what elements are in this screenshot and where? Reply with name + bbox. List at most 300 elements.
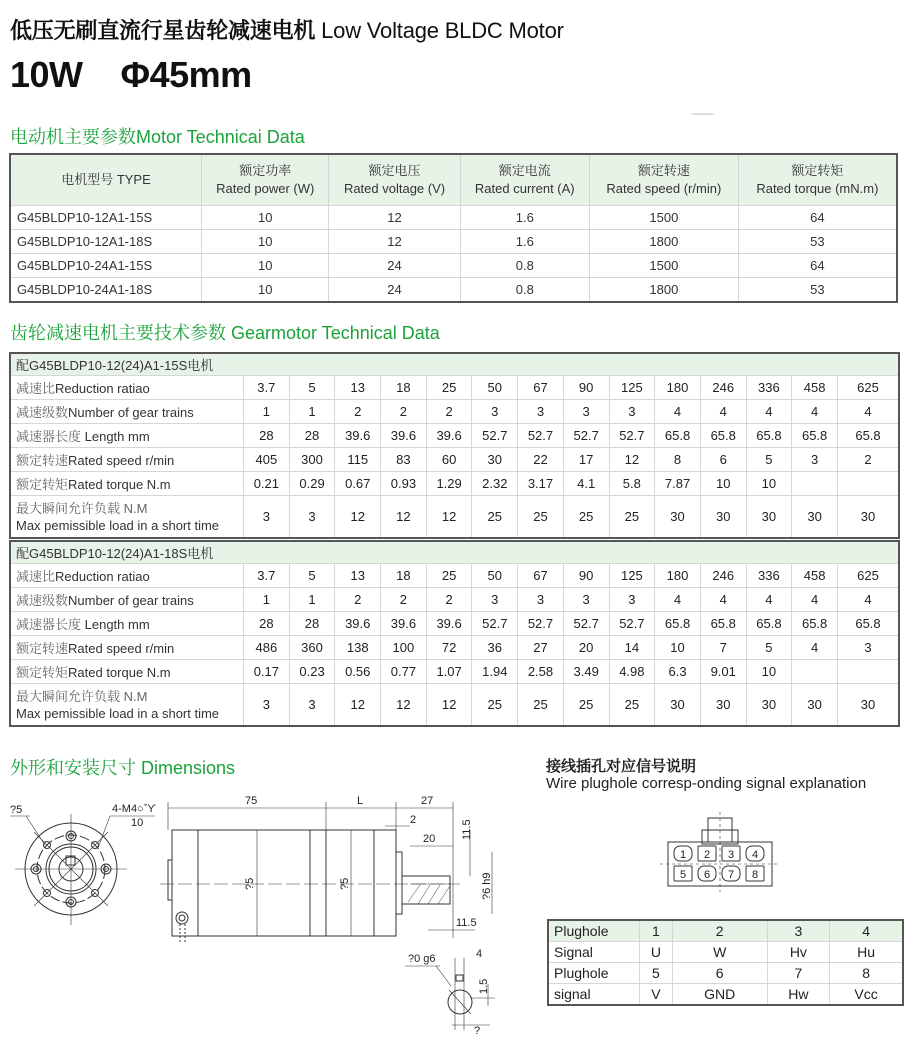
gear-value-cell: 5 xyxy=(289,376,335,400)
gear-value-cell: 5.8 xyxy=(609,472,655,496)
gear-value-cell: 22 xyxy=(518,448,564,472)
gear-value-cell: 12 xyxy=(426,496,472,539)
signal-value-cell: 7 xyxy=(767,963,830,984)
gear-table-row xyxy=(10,400,899,424)
motor-model-cell: G45BLDP10-24A1-18S xyxy=(10,278,202,303)
gear-value-cell: 10 xyxy=(746,660,792,684)
gear-value-cell: 39.6 xyxy=(426,424,472,448)
signal-value-cell: 5 xyxy=(640,963,673,984)
gear-value-cell: 12 xyxy=(609,448,655,472)
gear-row-label: 减速器长度 Length mm xyxy=(10,612,244,636)
mount-holes-label: 4-M4○ˇϒ xyxy=(112,803,156,815)
gear-value-cell: 27 xyxy=(518,636,564,660)
gear-value-cell: 3 xyxy=(518,400,564,424)
gear-value-cell: 1 xyxy=(244,588,290,612)
signal-value-cell: Hv xyxy=(767,942,830,963)
col-header-power: 额定功率 Rated power (W) xyxy=(202,154,329,206)
gear-value-cell xyxy=(838,660,900,684)
gear-value-cell: 625 xyxy=(838,564,900,588)
signal-value-cell: GND xyxy=(672,984,767,1006)
gear-value-cell: 458 xyxy=(792,564,838,588)
gear-value-cell: 90 xyxy=(563,376,609,400)
gear-table-row xyxy=(10,588,899,612)
key-depth-label: 1.5 xyxy=(478,978,490,994)
connector-pin-number: 8 xyxy=(752,869,759,881)
gear-value-cell: 6.3 xyxy=(655,660,701,684)
motor-model-cell: G45BLDP10-24A1-15S xyxy=(10,254,202,278)
gear-value-cell: 52.7 xyxy=(563,424,609,448)
gear-value-cell: 336 xyxy=(746,564,792,588)
gear-value-cell: 67 xyxy=(518,564,564,588)
motor-table-row xyxy=(10,230,897,254)
signal-value-cell: 6 xyxy=(672,963,767,984)
bottom-offset-label: 11.5 xyxy=(456,917,477,929)
motor-value-cell: 53 xyxy=(738,230,897,254)
connector-diagram xyxy=(660,812,780,892)
gear-value-cell: 25 xyxy=(518,496,564,539)
gear-value-cell: 3 xyxy=(838,636,900,660)
motor-value-cell: 10 xyxy=(202,206,329,230)
gear-value-cell: 2 xyxy=(335,400,381,424)
diameter-rating: Φ45mm xyxy=(120,54,252,95)
gear-value-cell: 30 xyxy=(746,496,792,539)
gear-value-cell: 300 xyxy=(289,448,335,472)
product-title xyxy=(10,14,564,45)
gear-value-cell: 1.07 xyxy=(426,660,472,684)
gear-value-cell: 14 xyxy=(609,636,655,660)
signal-row-header: Plughole xyxy=(548,920,640,942)
col-header-type: 电机型号 TYPE xyxy=(10,154,202,206)
signal-row-header: Signal xyxy=(548,942,640,963)
gear-row-label: 减速器长度 Length mm xyxy=(10,424,244,448)
gear-value-cell: 4.98 xyxy=(609,660,655,684)
gear-value-cell: 0.21 xyxy=(244,472,290,496)
gear-value-cell: 3 xyxy=(244,496,290,539)
signal-table-row xyxy=(548,963,903,984)
motor-value-cell: 64 xyxy=(738,254,897,278)
gear-table-row xyxy=(10,684,899,727)
side-view-motor xyxy=(160,830,460,942)
flange-step-label: 2 xyxy=(410,814,417,826)
motor-data-table xyxy=(9,153,898,303)
signal-title-cn: 接线插孔对应信号说明 xyxy=(546,758,697,775)
gear-value-cell: 28 xyxy=(289,424,335,448)
gear-value-cell: 25 xyxy=(563,684,609,727)
gear-value-cell: 36 xyxy=(472,636,518,660)
gear-value-cell: 4.1 xyxy=(563,472,609,496)
gear-table-row xyxy=(10,472,899,496)
gear-row-label: 额定转速Rated speed r/min xyxy=(10,448,244,472)
gear-value-cell: 180 xyxy=(655,376,701,400)
connector-pin-number: 4 xyxy=(752,849,759,861)
key-width-label: 4 xyxy=(476,948,483,960)
gear-value-cell: 90 xyxy=(563,564,609,588)
gear-value-cell: 3 xyxy=(289,684,335,727)
gear-value-cell: 3 xyxy=(792,448,838,472)
signal-value-cell: W xyxy=(672,942,767,963)
motor-value-cell: 53 xyxy=(738,278,897,303)
dimensions-heading: 外形和安装尺寸 Dimensions xyxy=(10,758,236,778)
motor-table-row xyxy=(10,278,897,303)
col-header-torque: 额定转矩 Rated torque (mN.m) xyxy=(738,154,897,206)
gear-value-cell: 0.23 xyxy=(289,660,335,684)
gear-value-cell: 4 xyxy=(746,400,792,424)
gear-value-cell: 9.01 xyxy=(700,660,746,684)
gear-value-cell: 486 xyxy=(244,636,290,660)
gear-value-cell: 2 xyxy=(838,448,900,472)
motor-value-cell: 10 xyxy=(202,230,329,254)
gear-value-cell: 28 xyxy=(289,612,335,636)
gear-value-cell: 4 xyxy=(792,400,838,424)
decorative-divider xyxy=(692,113,714,115)
product-spec-heading xyxy=(10,54,252,96)
gear-value-cell: 3 xyxy=(609,588,655,612)
gear-row-label: 最大瞬间允许负载 N.M Max pemissible load in a short time xyxy=(10,496,244,539)
gear-value-cell: 65.8 xyxy=(700,424,746,448)
gear-value-cell: 458 xyxy=(792,376,838,400)
gear-value-cell: 2 xyxy=(381,400,427,424)
gear-value-cell xyxy=(792,660,838,684)
signal-table xyxy=(547,919,904,1006)
gear-row-label: 减速级数Number of gear trains xyxy=(10,588,244,612)
gear-value-cell: 4 xyxy=(700,400,746,424)
gear-value-cell: 2.32 xyxy=(472,472,518,496)
gear-group-title: 配G45BLDP10-12(24)A1-15S电机 xyxy=(10,353,899,376)
gear-value-cell: 39.6 xyxy=(426,612,472,636)
motor-value-cell: 12 xyxy=(329,230,460,254)
signal-value-cell: 2 xyxy=(672,920,767,942)
signal-value-cell: V xyxy=(640,984,673,1006)
gear-value-cell: 4 xyxy=(655,588,701,612)
gear-value-cell: 65.8 xyxy=(700,612,746,636)
gear-value-cell: 18 xyxy=(381,564,427,588)
gear-value-cell: 1 xyxy=(289,400,335,424)
gearmotor-table-15s xyxy=(9,352,900,539)
pilot-diameter-label: ?6 h9 xyxy=(481,872,493,900)
dimension-lines xyxy=(168,802,492,938)
gear-value-cell: 52.7 xyxy=(472,612,518,636)
gear-value-cell: 67 xyxy=(518,376,564,400)
gear-value-cell: 72 xyxy=(426,636,472,660)
product-title-cn: 低压无刷直流行星齿轮减速电机 xyxy=(10,18,316,43)
signal-value-cell: Hu xyxy=(830,942,903,963)
gear-value-cell: 30 xyxy=(472,448,518,472)
gear-value-cell: 3 xyxy=(472,588,518,612)
motor-value-cell: 1800 xyxy=(589,278,738,303)
gear-value-cell: 7.87 xyxy=(655,472,701,496)
gear-value-cell: 3 xyxy=(563,588,609,612)
gear-value-cell: 65.8 xyxy=(746,424,792,448)
gear-value-cell: 3.49 xyxy=(563,660,609,684)
front-diameter-label: ?5 xyxy=(10,804,23,816)
gear-value-cell: 65.8 xyxy=(746,612,792,636)
gear-value-cell: 52.7 xyxy=(472,424,518,448)
gear-row-label: 减速比Reduction ratiao xyxy=(10,376,244,400)
gear-value-cell: 3.17 xyxy=(518,472,564,496)
gear-value-cell: 20 xyxy=(563,636,609,660)
gear-value-cell: 0.17 xyxy=(244,660,290,684)
motor-value-cell: 24 xyxy=(329,254,460,278)
gear-value-cell: 4 xyxy=(746,588,792,612)
gear-value-cell: 50 xyxy=(472,564,518,588)
motor-model-cell: G45BLDP10-12A1-18S xyxy=(10,230,202,254)
signal-row-header: Plughole xyxy=(548,963,640,984)
gear-value-cell: 3 xyxy=(244,684,290,727)
power-rating: 10W xyxy=(10,54,83,95)
gear-value-cell xyxy=(792,472,838,496)
gear-value-cell: 246 xyxy=(700,376,746,400)
gear-value-cell: 138 xyxy=(335,636,381,660)
signal-value-cell: Vcc xyxy=(830,984,903,1006)
gear-value-cell: 50 xyxy=(472,376,518,400)
gear-value-cell: 336 xyxy=(746,376,792,400)
gear-table-row xyxy=(10,612,899,636)
gearbox-diameter-label: ?5 xyxy=(339,877,351,890)
gear-value-cell: 39.6 xyxy=(381,612,427,636)
gear-value-cell: 115 xyxy=(335,448,381,472)
top-offset-label: 11.5 xyxy=(461,819,473,840)
gear-value-cell: 25 xyxy=(609,496,655,539)
gearmotor-data-heading: 齿轮减速电机主要技术参数 Gearmotor Technical Data xyxy=(10,323,440,343)
gear-value-cell: 30 xyxy=(655,496,701,539)
signal-row-header: signal xyxy=(548,984,640,1006)
gear-row-label: 额定转矩Rated torque N.m xyxy=(10,660,244,684)
gear-value-cell: 3 xyxy=(518,588,564,612)
gear-value-cell: 10 xyxy=(655,636,701,660)
gear-value-cell: 39.6 xyxy=(335,612,381,636)
signal-value-cell: 1 xyxy=(640,920,673,942)
gear-value-cell: 13 xyxy=(335,564,381,588)
gear-value-cell xyxy=(838,472,900,496)
gear-value-cell: 65.8 xyxy=(655,612,701,636)
motor-value-cell: 10 xyxy=(202,278,329,303)
gear-value-cell: 3 xyxy=(563,400,609,424)
gear-value-cell: 65.8 xyxy=(838,612,900,636)
gear-value-cell: 0.29 xyxy=(289,472,335,496)
front-view-flange xyxy=(10,814,155,925)
gear-value-cell: 3.7 xyxy=(244,376,290,400)
gear-value-cell: 18 xyxy=(381,376,427,400)
shaft-hatch xyxy=(408,885,450,904)
gear-value-cell: 4 xyxy=(700,588,746,612)
signal-table-row xyxy=(548,920,903,942)
gear-value-cell: 1.94 xyxy=(472,660,518,684)
motor-value-cell: 1800 xyxy=(589,230,738,254)
gear-value-cell: 12 xyxy=(335,496,381,539)
gear-value-cell: 30 xyxy=(746,684,792,727)
gear-value-cell: 3 xyxy=(289,496,335,539)
motor-value-cell: 0.8 xyxy=(460,278,589,303)
gear-value-cell: 2 xyxy=(335,588,381,612)
gearbox-length-label: L xyxy=(357,795,364,807)
gear-value-cell: 2 xyxy=(381,588,427,612)
gear-table-row xyxy=(10,564,899,588)
gear-value-cell: 2 xyxy=(426,400,472,424)
motor-value-cell: 1.6 xyxy=(460,230,589,254)
gear-value-cell: 100 xyxy=(381,636,427,660)
gear-value-cell: 3 xyxy=(609,400,655,424)
gear-value-cell: 1.29 xyxy=(426,472,472,496)
gear-value-cell: 83 xyxy=(381,448,427,472)
motor-table-row xyxy=(10,206,897,230)
gear-value-cell: 52.7 xyxy=(563,612,609,636)
gear-value-cell: 25 xyxy=(518,684,564,727)
gear-value-cell: 5 xyxy=(746,636,792,660)
gear-value-cell: 52.7 xyxy=(609,424,655,448)
gear-value-cell: 0.77 xyxy=(381,660,427,684)
motor-table-header xyxy=(10,154,897,206)
gear-value-cell: 125 xyxy=(609,564,655,588)
key-length-label: 20 xyxy=(423,833,436,845)
motor-value-cell: 1.6 xyxy=(460,206,589,230)
gear-row-label: 最大瞬间允许负载 N.M Max pemissible load in a short time xyxy=(10,684,244,727)
gear-value-cell: 30 xyxy=(700,496,746,539)
connector-pin-number: 5 xyxy=(680,869,687,881)
gear-value-cell: 4 xyxy=(838,588,900,612)
gear-value-cell: 4 xyxy=(655,400,701,424)
gear-value-cell: 30 xyxy=(838,684,900,727)
dimension-labels xyxy=(10,795,493,1037)
motor-value-cell: 0.8 xyxy=(460,254,589,278)
gear-value-cell: 12 xyxy=(381,496,427,539)
gear-value-cell: 12 xyxy=(335,684,381,727)
motor-model-cell: G45BLDP10-12A1-15S xyxy=(10,206,202,230)
gear-value-cell: 25 xyxy=(472,496,518,539)
gear-value-cell: 4 xyxy=(838,400,900,424)
gear-value-cell: 30 xyxy=(792,496,838,539)
gear-row-label: 额定转矩Rated torque N.m xyxy=(10,472,244,496)
col-header-voltage: 额定电压 Rated voltage (V) xyxy=(329,154,460,206)
gear-value-cell: 52.7 xyxy=(518,612,564,636)
gear-value-cell: 25 xyxy=(426,564,472,588)
gear-value-cell: 30 xyxy=(655,684,701,727)
motor-value-cell: 1500 xyxy=(589,254,738,278)
gear-value-cell: 405 xyxy=(244,448,290,472)
gear-table-row xyxy=(10,424,899,448)
gear-value-cell: 30 xyxy=(838,496,900,539)
gear-value-cell: 7 xyxy=(700,636,746,660)
gear-value-cell: 30 xyxy=(700,684,746,727)
gear-value-cell: 625 xyxy=(838,376,900,400)
signal-value-cell: Hw xyxy=(767,984,830,1006)
gear-value-cell: 17 xyxy=(563,448,609,472)
gear-value-cell: 0.67 xyxy=(335,472,381,496)
motor-data-heading: 电动机主要参数Motor Technicai Data xyxy=(10,127,305,147)
gear-value-cell: 125 xyxy=(609,376,655,400)
gear-value-cell: 4 xyxy=(792,588,838,612)
motor-value-cell: 12 xyxy=(329,206,460,230)
col-header-current: 额定电流 Rated current (A) xyxy=(460,154,589,206)
gear-value-cell: 39.6 xyxy=(381,424,427,448)
dimension-drawing xyxy=(0,790,530,1046)
col-header-speed: 额定转速 Rated speed (r/min) xyxy=(589,154,738,206)
gear-value-cell: 12 xyxy=(381,684,427,727)
gear-value-cell: 25 xyxy=(472,684,518,727)
gear-value-cell: 39.6 xyxy=(335,424,381,448)
motor-value-cell: 24 xyxy=(329,278,460,303)
gear-value-cell: 1 xyxy=(244,400,290,424)
gear-table-row xyxy=(10,448,899,472)
gear-row-label: 减速级数Number of gear trains xyxy=(10,400,244,424)
gear-value-cell: 0.56 xyxy=(335,660,381,684)
motor-length-label: 75 xyxy=(245,795,258,807)
gear-value-cell: 10 xyxy=(700,472,746,496)
gear-value-cell: 1 xyxy=(289,588,335,612)
gear-group-title: 配G45BLDP10-12(24)A1-18S电机 xyxy=(10,541,899,564)
gear-value-cell: 25 xyxy=(609,684,655,727)
gear-value-cell: 2 xyxy=(426,588,472,612)
gear-value-cell: 25 xyxy=(563,496,609,539)
gear-value-cell: 246 xyxy=(700,564,746,588)
hole-depth-label: 10 xyxy=(131,817,144,829)
product-title-en: Low Voltage BLDC Motor xyxy=(321,18,564,43)
gear-value-cell: 3.7 xyxy=(244,564,290,588)
gear-value-cell: 65.8 xyxy=(838,424,900,448)
gear-value-cell: 13 xyxy=(335,376,381,400)
signal-value-cell: U xyxy=(640,942,673,963)
gear-value-cell: 3 xyxy=(472,400,518,424)
gear-value-cell: 65.8 xyxy=(655,424,701,448)
motor-table-row xyxy=(10,254,897,278)
motor-value-cell: 10 xyxy=(202,254,329,278)
gear-table-row xyxy=(10,496,899,539)
gear-value-cell: 0.93 xyxy=(381,472,427,496)
gear-value-cell: 12 xyxy=(426,684,472,727)
gear-value-cell: 4 xyxy=(792,636,838,660)
connector-pin-number: 1 xyxy=(680,849,687,861)
gear-value-cell: 2.58 xyxy=(518,660,564,684)
gear-value-cell: 52.7 xyxy=(518,424,564,448)
gear-row-label: 减速比Reduction ratiao xyxy=(10,564,244,588)
gear-value-cell: 30 xyxy=(792,684,838,727)
gear-value-cell: 28 xyxy=(244,612,290,636)
motor-value-cell: 64 xyxy=(738,206,897,230)
gear-value-cell: 65.8 xyxy=(792,424,838,448)
gear-value-cell: 65.8 xyxy=(792,612,838,636)
signal-table-row xyxy=(548,984,903,1006)
shaft-diameter-label: ?0 g6 xyxy=(408,953,436,965)
signal-value-cell: 4 xyxy=(830,920,903,942)
gear-row-label: 额定转速Rated speed r/min xyxy=(10,636,244,660)
gearmotor-table-18s xyxy=(9,540,900,727)
gear-table-row xyxy=(10,660,899,684)
gear-value-cell: 180 xyxy=(655,564,701,588)
connector-pin-number: 6 xyxy=(704,869,711,881)
gear-value-cell: 5 xyxy=(289,564,335,588)
signal-title-en: Wire plughole corresp-onding signal explanation xyxy=(546,775,867,792)
shaft-length-label: 27 xyxy=(421,795,434,807)
connector-pin-number: 2 xyxy=(704,849,711,861)
shaft-flat-label: ? xyxy=(474,1025,481,1037)
connector-pin-number: 7 xyxy=(728,869,735,881)
gear-value-cell: 52.7 xyxy=(609,612,655,636)
signal-value-cell: 3 xyxy=(767,920,830,942)
signal-value-cell: 8 xyxy=(830,963,903,984)
motor-diameter-label: ?5 xyxy=(244,877,256,890)
signal-table-row xyxy=(548,942,903,963)
gear-value-cell: 25 xyxy=(426,376,472,400)
gear-table-row xyxy=(10,636,899,660)
gear-value-cell: 60 xyxy=(426,448,472,472)
gear-value-cell: 5 xyxy=(746,448,792,472)
gear-value-cell: 360 xyxy=(289,636,335,660)
gear-value-cell: 8 xyxy=(655,448,701,472)
connector-pin-number: 3 xyxy=(728,849,735,861)
gear-table-row xyxy=(10,376,899,400)
gear-value-cell: 6 xyxy=(700,448,746,472)
gear-value-cell: 28 xyxy=(244,424,290,448)
motor-value-cell: 1500 xyxy=(589,206,738,230)
